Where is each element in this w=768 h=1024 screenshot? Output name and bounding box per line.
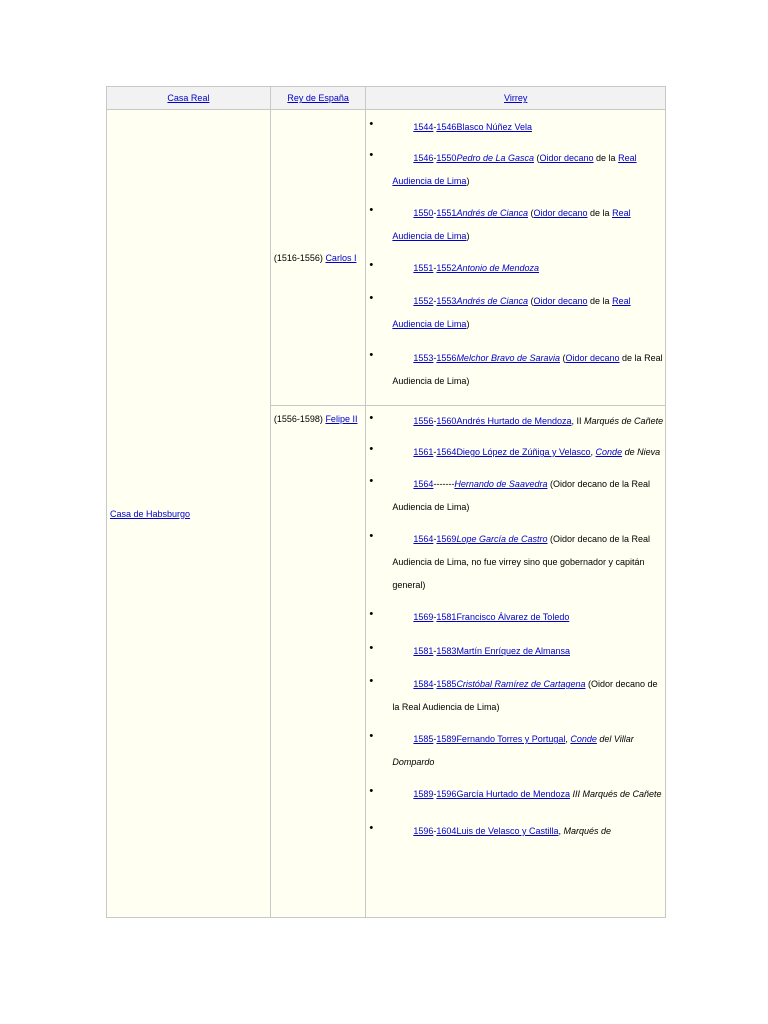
viceroy-name-link[interactable]: Antonio de Mendoza	[456, 263, 539, 273]
year-start-link[interactable]: 1564	[413, 479, 434, 489]
year-range: 1596-1604	[413, 826, 457, 836]
viceroy-name-link[interactable]: Andrés de Cianca	[456, 208, 528, 218]
year-start-link[interactable]: 1561	[413, 447, 434, 457]
year-start-link[interactable]: 1596	[413, 826, 434, 836]
paren-open: (	[560, 353, 566, 363]
year-range: 1544-1546	[413, 122, 457, 132]
year-start-link[interactable]: 1569	[413, 612, 434, 622]
year-end-link[interactable]: 1604	[436, 826, 457, 836]
title-link[interactable]: Oidor decano	[539, 153, 594, 163]
viceroy-name-link[interactable]: Andrés Hurtado de Mendoza	[456, 416, 572, 426]
year-start-link[interactable]: 1581	[413, 646, 434, 656]
year-range	[392, 473, 454, 496]
note-text: (Oidor decano de la Real Audiencia de Lima)	[392, 679, 658, 712]
bullet-icon: •	[369, 608, 374, 620]
year-end-link[interactable]: 1564	[436, 447, 457, 457]
viceroy-list	[366, 110, 665, 393]
separator: -------	[433, 479, 455, 489]
bullet-icon: •	[369, 475, 374, 487]
viceroy-name-link[interactable]: Lope García de Castro	[456, 534, 548, 544]
viceroy-item	[366, 820, 665, 843]
bullet-icon: •	[369, 204, 374, 216]
note-text: (Oidor decano de la Real Audiencia de Lima)	[392, 479, 651, 512]
note-text: ,	[565, 734, 571, 744]
year-range: 1556-1560	[413, 416, 457, 426]
year-range: 1581-1583	[413, 646, 457, 656]
audiencia-link[interactable]: Real Audiencia de Lima	[392, 153, 637, 186]
row-carlos	[107, 110, 666, 406]
viceroy-item	[366, 728, 665, 774]
king-years: (1556-1598)	[273, 414, 323, 424]
king-link[interactable]: Carlos I	[325, 252, 357, 263]
bullet-icon: •	[369, 149, 374, 161]
note-text: , II	[571, 416, 585, 426]
year-start-link[interactable]: 1550	[413, 208, 434, 218]
viceroy-item	[366, 257, 665, 280]
year-start-link[interactable]: 1589	[413, 789, 434, 799]
paren-open: (	[534, 153, 540, 163]
title-link[interactable]: Oidor decano	[533, 208, 588, 218]
header-house-link[interactable]: Casa Real	[167, 93, 210, 103]
year-start-link[interactable]: 1546	[413, 153, 434, 163]
viceroy-list	[366, 406, 665, 843]
king-link[interactable]: Felipe II	[325, 414, 358, 424]
year-range: 1584-1585	[413, 679, 457, 689]
viceroy-item	[366, 116, 665, 139]
viceroy-item	[366, 290, 665, 336]
note-text: ,	[558, 826, 564, 836]
year-range: 1550-1551	[413, 208, 457, 218]
year-end-link[interactable]: 1585	[436, 679, 457, 689]
header-king-link[interactable]: Rey de España	[287, 93, 349, 103]
year-start-link[interactable]: 1551	[413, 263, 434, 273]
header-row	[107, 87, 666, 110]
note-text: ,	[590, 447, 596, 457]
house-link[interactable]: Casa de Habsburgo	[110, 508, 191, 519]
title-text: III Marqués de Cañete	[570, 789, 662, 799]
viceroy-name-link[interactable]: Luis de Velasco y Castilla	[456, 826, 559, 836]
year-start-link[interactable]: 1544	[413, 122, 434, 132]
bullet-icon: •	[369, 822, 374, 834]
viceroy-name-link[interactable]: Hernando de Saavedra	[454, 479, 548, 489]
viceroy-item	[366, 410, 665, 433]
viceroy-item	[366, 783, 665, 806]
bullet-icon: •	[369, 349, 374, 361]
king-years: (1516-1556)	[273, 252, 323, 263]
viceroy-name-link[interactable]: García Hurtado de Mendoza	[456, 789, 571, 799]
year-start-link[interactable]: 1584	[413, 679, 434, 689]
paren-close: )	[466, 319, 470, 329]
king-cell-felipe	[270, 406, 366, 918]
year-start-link[interactable]: 1556	[413, 416, 434, 426]
header-viceroy	[366, 87, 666, 110]
year-range: 1551-1552	[413, 263, 457, 273]
year-end-link[interactable]: 1556	[436, 353, 457, 363]
year-start-link[interactable]: 1585	[413, 734, 434, 744]
year-end-link[interactable]: 1581	[436, 612, 457, 622]
king-felipe	[271, 406, 366, 427]
year-end-link[interactable]: 1546	[436, 122, 457, 132]
header-viceroy-link[interactable]: Virrey	[504, 93, 528, 103]
viceroy-name-link[interactable]: Melchor Bravo de Saravia	[456, 353, 560, 363]
king-carlos	[271, 250, 366, 266]
viceroy-name-link[interactable]: Blasco Núñez Vela	[456, 122, 532, 132]
viceroys-table	[106, 86, 666, 918]
note-text: de la Real Audiencia de Lima)	[392, 353, 663, 386]
year-end-link[interactable]: 1553	[436, 296, 457, 306]
header-king	[270, 87, 366, 110]
audiencia-link[interactable]: Real Audiencia de Lima	[392, 296, 631, 329]
viceroy-item	[366, 202, 665, 248]
title-link[interactable]: Conde	[595, 447, 623, 457]
audiencia-link[interactable]: Real Audiencia de Lima	[392, 208, 631, 241]
bullet-icon: •	[369, 292, 374, 304]
viceroy-name-link[interactable]: Cristóbal Ramírez de Cartagena	[456, 679, 586, 689]
bullet-icon: •	[369, 642, 374, 654]
viceroy-name-link[interactable]: Andrés de Cianca	[456, 296, 528, 306]
bullet-icon: •	[369, 675, 374, 687]
year-end-link[interactable]: 1550	[436, 153, 457, 163]
bullet-icon: •	[369, 259, 374, 271]
title-link[interactable]: Conde	[570, 734, 597, 744]
viceroy-item	[366, 147, 665, 193]
bullet-icon: •	[369, 443, 374, 455]
note-text: de la	[587, 208, 613, 218]
viceroy-item	[366, 528, 665, 597]
viceroy-name-link[interactable]: Francisco Álvarez de Toledo	[456, 612, 570, 622]
king-cell-carlos	[270, 110, 366, 406]
year-start-link[interactable]: 1553	[413, 353, 434, 363]
bullet-icon: •	[369, 730, 374, 742]
year-range: 1552-1553	[413, 296, 457, 306]
viceroy-cell-carlos	[366, 110, 666, 406]
year-end-link[interactable]: 1560	[436, 416, 457, 426]
note-text: de la	[587, 296, 613, 306]
viceroy-name-link[interactable]: Fernando Torres y Portugal	[456, 734, 566, 744]
year-end-link[interactable]: 1569	[436, 534, 457, 544]
title-text: Marqués de Cañete	[584, 416, 664, 426]
year-range: 1585-1589	[413, 734, 457, 744]
year-end-link[interactable]: 1596	[436, 789, 457, 799]
year-end-link[interactable]: 1583	[436, 646, 457, 656]
paren-open: (	[527, 296, 534, 306]
title-link[interactable]: Oidor decano	[565, 353, 620, 363]
year-end-link[interactable]: 1551	[436, 208, 457, 218]
header-house	[107, 87, 271, 110]
title-text: Marqués de	[563, 826, 612, 836]
viceroy-cell-felipe	[366, 406, 666, 918]
year-range: 1553-1556	[413, 353, 457, 363]
year-start-link[interactable]: 1564	[413, 534, 434, 544]
year-start-link[interactable]: 1552	[413, 296, 434, 306]
paren-open: (	[527, 208, 534, 218]
year-range: 1569-1581	[413, 612, 457, 622]
title-text: de Nieva	[622, 447, 661, 457]
viceroy-item	[366, 606, 665, 629]
year-end-link[interactable]: 1552	[436, 263, 457, 273]
viceroy-item	[366, 640, 665, 663]
viceroy-item	[366, 673, 665, 719]
bullet-icon: •	[369, 118, 374, 130]
note-text: (Oidor decano de la Real Audiencia de Lima, no fue virrey sino que gobernador y capitán general)	[392, 534, 651, 590]
year-range: 1589-1596	[413, 789, 457, 799]
viceroy-name-link[interactable]: Martín Enríquez de Almansa	[456, 646, 570, 656]
year-range: 1546-1550	[413, 153, 457, 163]
house-cell	[107, 110, 271, 918]
bullet-icon: •	[369, 530, 374, 542]
viceroy-name-link[interactable]: Diego López de Zúñiga y Velasco	[456, 447, 591, 457]
viceroy-item	[366, 347, 665, 393]
paren-close: )	[466, 176, 470, 186]
viceroy-name-link[interactable]: Pedro de La Gasca	[456, 153, 534, 163]
title-text: del Villar Dompardo	[392, 734, 634, 767]
year-end-link[interactable]: 1589	[436, 734, 457, 744]
bullet-icon: •	[369, 412, 374, 424]
paren-close: )	[466, 231, 470, 241]
year-range: 1564-1569	[413, 534, 457, 544]
bullet-icon: •	[369, 785, 374, 797]
viceroy-item	[366, 441, 665, 464]
title-link[interactable]: Oidor decano	[533, 296, 588, 306]
viceroy-item	[366, 473, 665, 519]
year-range: 1561-1564	[413, 447, 457, 457]
note-text: de la	[593, 153, 619, 163]
